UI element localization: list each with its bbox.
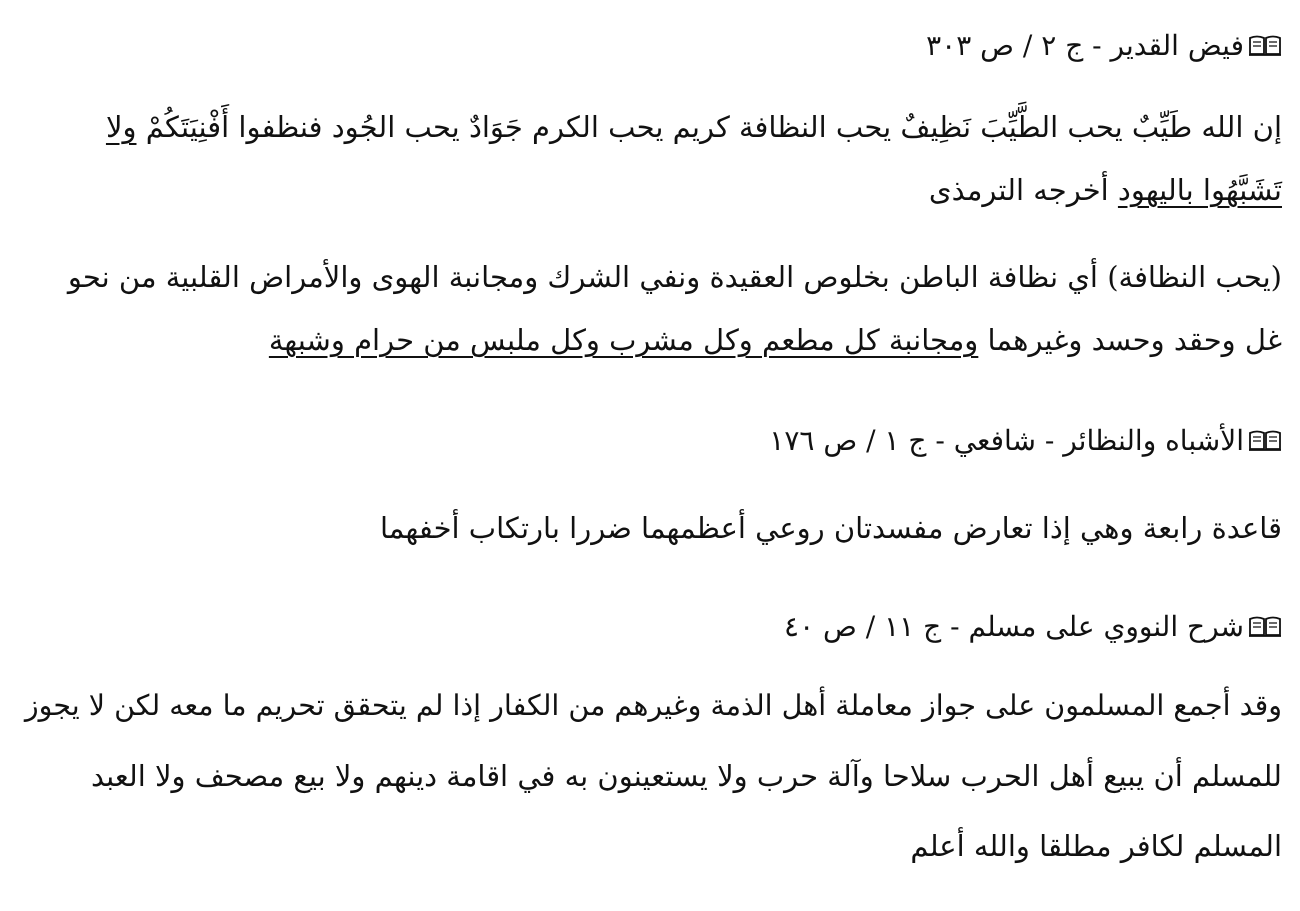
text-line [18,107,1282,147]
book-icon [1248,33,1282,57]
text-line [18,686,1282,726]
volume-page-ref: - ج ١ / ص ١٧٦ [769,424,954,457]
text-line [18,508,1282,548]
source-title: فيض القدير [1110,29,1244,62]
text-segment: (يحب النظافة) أي نظافة الباطن بخلوص العقيدة ونفي الشرك ومجانبة الهوى والأمراض القلبية من نحو [67,260,1282,294]
text-segment: إن الله طَيِّبٌ يحب الطَّيِّبَ نَظِيفٌ يحب النظافة كريم يحب الكرم جَوَادٌ يحب الجُود فنظفوا أَفْنِيَتَكُمْ [136,110,1282,144]
book-icon [1248,428,1282,452]
underlined-text: تَشَبَّهُوا باليهود [1117,173,1282,207]
volume-page-ref: - ج ٢ / ص ٣٠٣ [926,29,1111,62]
source-title: الأشباه والنظائر - شافعي [953,424,1244,457]
text-segment: للمسلم أن يبيع أهل الحرب سلاحا وآلة حرب ولا يستعينون به في اقامة دينهم ولا بيع مصحف ولا العبد [90,759,1282,793]
source-title: شرح النووي على مسلم [968,610,1244,643]
source-heading [18,421,1282,461]
underlined-text: ولا [105,110,137,144]
text-line [18,826,1282,866]
underlined-text: ومجانبة كل مطعم وكل مشرب وكل ملبس من حرام وشبهة [268,323,979,357]
text-line [18,170,1282,210]
source-heading [18,607,1282,647]
book-icon [1248,614,1282,638]
text-line [18,257,1282,297]
text-segment: أخرجه الترمذى [928,173,1118,207]
text-line [18,320,1282,360]
volume-page-ref: - ج ١١ / ص ٤٠ [784,610,969,643]
text-segment: قاعدة رابعة وهي إذا تعارض مفسدتان روعي أعظمهما ضررا بارتكاب أخفهما [379,511,1282,545]
text-segment: غل وحقد وحسد وغيرهما [978,323,1282,357]
text-line [18,756,1282,796]
text-segment: وقد أجمع المسلمون على جواز معاملة أهل الذمة وغيرهم من الكفار إذا لم يتحقق تحريم ما معه لكن لا يجوز [24,689,1282,722]
text-segment: المسلم لكافر مطلقا والله أعلم [910,829,1282,863]
source-heading [18,26,1282,66]
